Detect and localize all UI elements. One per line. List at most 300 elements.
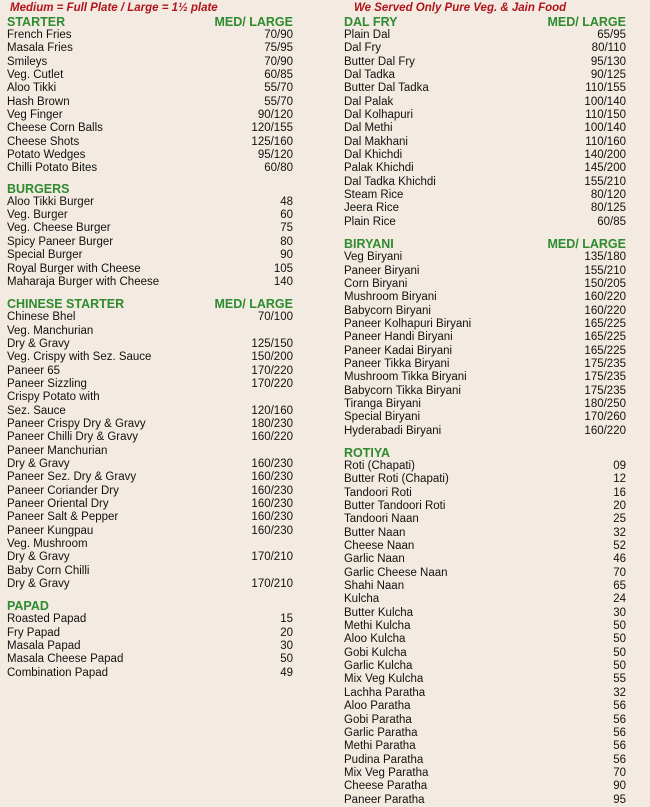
- menu-item: [344, 487, 626, 500]
- item-price: 60/85: [597, 215, 626, 228]
- item-name: Aloo Kulcha: [344, 633, 406, 646]
- item-name: Mix Veg Paratha: [344, 766, 429, 779]
- item-price: 100/140: [584, 95, 626, 108]
- item-price: 80: [280, 235, 293, 248]
- section-header: [7, 16, 293, 29]
- item-price: 95: [613, 793, 626, 806]
- section-header: [7, 183, 293, 196]
- menu-item: [7, 458, 293, 471]
- menu-item: [7, 338, 293, 351]
- item-price: 160/220: [584, 291, 626, 304]
- menu-item: [7, 525, 293, 538]
- menu-item: [344, 291, 626, 304]
- item-price: 110/155: [585, 82, 626, 95]
- item-price: 12: [613, 473, 626, 486]
- item-price: 55/70: [264, 82, 293, 95]
- item-price: 170/210: [251, 578, 293, 591]
- item-name: Maharaja Burger with Cheese: [7, 275, 160, 288]
- item-price: 70/90: [264, 55, 293, 68]
- menu-item: [344, 620, 626, 633]
- menu-item: [344, 473, 626, 486]
- item-price: 55/70: [264, 95, 293, 108]
- item-name: Veg Finger: [7, 109, 63, 122]
- item-price: 150/200: [251, 351, 293, 364]
- item-name: Paneer Salt & Pepper: [7, 511, 119, 524]
- item-price: 56: [613, 700, 626, 713]
- item-price: 160/230: [251, 484, 293, 497]
- section-header: [344, 16, 626, 29]
- item-price: 170/210: [251, 551, 293, 564]
- menu-item: [7, 42, 293, 55]
- item-name: Dry & Gravy: [7, 578, 70, 591]
- item-price: 165/225: [584, 317, 626, 330]
- item-name: Tandoori Naan: [344, 513, 419, 526]
- menu-section: [344, 238, 626, 438]
- item-price: 48: [280, 195, 293, 208]
- menu-item: [7, 418, 293, 431]
- menu-item: [7, 365, 293, 378]
- menu-item: [7, 82, 293, 95]
- item-name: Special Burger: [7, 249, 83, 262]
- item-name: Veg. Cheese Burger: [7, 222, 111, 235]
- item-price: 90/120: [257, 109, 293, 122]
- menu-column-left: [7, 16, 293, 680]
- item-name: Garlic Paratha: [344, 726, 418, 739]
- menu-item: [344, 122, 626, 135]
- menu-item: [7, 445, 293, 458]
- menu-item: [7, 149, 293, 162]
- menu-item: [344, 265, 626, 278]
- item-price: 140: [273, 275, 293, 288]
- size-header: MED/ LARGE: [547, 237, 626, 252]
- item-name: Methi Kulcha: [344, 620, 411, 633]
- item-name: Dal Kolhapuri: [344, 109, 414, 122]
- menu-item: [7, 263, 293, 276]
- item-name: Paneer Sez. Dry & Gravy: [7, 471, 137, 484]
- item-price: 70/90: [264, 29, 293, 41]
- veg-note: We Served Only Pure Veg. & Jain Food: [354, 2, 567, 14]
- menu-item: [344, 371, 626, 384]
- menu-item: [344, 29, 626, 42]
- item-price: 160/220: [584, 304, 626, 317]
- menu-item: [344, 109, 626, 122]
- menu-item: [344, 398, 626, 411]
- item-name: Corn Biryani: [344, 277, 408, 290]
- menu-item: [344, 345, 626, 358]
- item-price: 170/220: [251, 377, 293, 390]
- item-name: Butter Roti (Chapati): [344, 473, 449, 486]
- menu-item: [344, 767, 626, 780]
- item-price: 56: [613, 740, 626, 753]
- menu-item: [7, 653, 293, 666]
- item-price: 80/110: [591, 42, 626, 55]
- item-name: Paneer Crispy Dry & Gravy: [7, 417, 146, 430]
- section-spacer: [7, 591, 293, 600]
- item-price: 160/230: [251, 524, 293, 537]
- item-name: Garlic Naan: [344, 553, 405, 566]
- section-title: BURGERS: [7, 181, 70, 196]
- item-price: 15: [280, 613, 293, 626]
- item-name: Combination Papad: [7, 666, 109, 679]
- item-name: Pudina Paratha: [344, 753, 424, 766]
- item-name: French Fries: [7, 29, 72, 41]
- item-name: Hyderabadi Biryani: [344, 424, 442, 437]
- menu-item: [344, 633, 626, 646]
- item-price: 16: [613, 486, 626, 499]
- menu-item: [344, 540, 626, 553]
- item-price: 50: [613, 660, 626, 673]
- item-name: Paneer Tikka Biryani: [344, 357, 450, 370]
- item-name: Special Biryani: [344, 411, 421, 424]
- menu-item: [344, 794, 626, 807]
- item-price: 09: [613, 459, 626, 472]
- item-price: 165/225: [584, 344, 626, 357]
- item-name: Paneer Kadai Biryani: [344, 344, 453, 357]
- item-price: 165/225: [584, 331, 626, 344]
- item-price: 49: [280, 666, 293, 679]
- menu-item: [344, 202, 626, 215]
- item-price: 60/80: [264, 162, 293, 175]
- item-name: Gobi Kulcha: [344, 646, 407, 659]
- menu-item: [7, 122, 293, 135]
- menu-item: [7, 551, 293, 564]
- item-price: 80/120: [590, 189, 626, 202]
- menu-item: [344, 56, 626, 69]
- item-price: 65/95: [597, 29, 626, 41]
- menu-item: [7, 236, 293, 249]
- menu-item: [7, 162, 293, 175]
- item-name: Paneer Oriental Dry: [7, 498, 109, 510]
- menu-section: [344, 447, 626, 807]
- item-name: Kulcha: [344, 593, 380, 606]
- menu-item: [7, 276, 293, 289]
- item-price: 32: [613, 526, 626, 539]
- section-title: ROTIYA: [344, 445, 391, 460]
- item-name: Paneer Kungpau: [7, 524, 94, 537]
- item-name: Dal Makhani: [344, 135, 408, 148]
- item-name: Roasted Papad: [7, 613, 87, 626]
- menu-item: [7, 498, 293, 511]
- size-header: MED/ LARGE: [214, 15, 293, 29]
- item-name: Potato Wedges: [7, 149, 86, 162]
- item-name: Butter Tandoori Roti: [344, 500, 446, 512]
- item-price: 100/140: [584, 122, 626, 135]
- item-name: Tiranga Biryani: [344, 397, 421, 410]
- menu-item: [344, 162, 626, 175]
- section-title: PAPAD: [7, 599, 49, 614]
- menu-item: [7, 471, 293, 484]
- menu-item: [7, 565, 293, 578]
- item-price: 155/210: [584, 175, 626, 188]
- item-name: Paneer Paratha: [344, 793, 425, 806]
- item-price: 110/160: [585, 135, 626, 148]
- item-name: Babycorn Tikka Biryani: [344, 384, 461, 397]
- item-price: 60: [280, 209, 293, 222]
- item-name: Plain Dal: [344, 29, 391, 41]
- item-price: 125/160: [251, 135, 293, 148]
- item-name: Paneer Kolhapuri Biryani: [344, 317, 472, 330]
- item-name: Steam Rice: [344, 189, 404, 202]
- item-price: 160/220: [251, 431, 293, 444]
- menu-item: [7, 56, 293, 69]
- item-name: Dal Methi: [344, 122, 393, 135]
- item-price: 20: [280, 626, 293, 639]
- menu-item: [344, 607, 626, 620]
- item-price: 95/130: [590, 55, 626, 68]
- item-price: 90: [280, 249, 293, 262]
- menu-item: [344, 647, 626, 660]
- item-price: 56: [613, 713, 626, 726]
- section-title: DAL FRY: [344, 15, 398, 29]
- item-price: 150/205: [584, 277, 626, 290]
- item-name: Cheese Corn Balls: [7, 122, 103, 135]
- portion-note: Medium = Full Plate / Large = 1½ plate: [10, 2, 218, 14]
- item-price: 20: [613, 500, 626, 512]
- menu-item: [344, 96, 626, 109]
- menu-item: [344, 42, 626, 55]
- menu-item: [7, 511, 293, 524]
- item-name: Aloo Tikki: [7, 82, 57, 95]
- menu-item: [7, 378, 293, 391]
- item-name: Dry & Gravy: [7, 337, 70, 350]
- item-price: 160/230: [251, 511, 293, 524]
- item-name: Cheese Paratha: [344, 780, 428, 793]
- section-header: [7, 600, 293, 613]
- item-price: 50: [280, 653, 293, 666]
- item-name: Plain Rice: [344, 215, 396, 228]
- item-price: 175/235: [584, 357, 626, 370]
- item-name: Jeera Rice: [344, 202, 399, 215]
- menu-item: [344, 149, 626, 162]
- item-price: 110/150: [585, 109, 626, 122]
- menu-item: [344, 460, 626, 473]
- menu-item: [344, 189, 626, 202]
- menu-item: [7, 405, 293, 418]
- item-price: 80/125: [590, 202, 626, 215]
- item-price: 120/160: [251, 404, 293, 417]
- item-name: Smileys: [7, 55, 48, 68]
- item-name: Cheese Naan: [344, 540, 415, 553]
- menu-section: [7, 183, 293, 289]
- item-price: 105: [273, 262, 293, 275]
- menu-item: [344, 740, 626, 753]
- item-name: Gobi Paratha: [344, 713, 412, 726]
- item-price: 56: [613, 753, 626, 766]
- menu-item: [7, 109, 293, 122]
- item-name: Dry & Gravy: [7, 457, 70, 470]
- item-name: Cheese Shots: [7, 135, 80, 148]
- size-header: MED/ LARGE: [547, 15, 626, 29]
- menu-item: [7, 96, 293, 109]
- item-price: 160/230: [251, 457, 293, 470]
- item-name: Chinese Bhel: [7, 311, 76, 324]
- item-name: Royal Burger with Cheese: [7, 262, 141, 275]
- menu-item: [344, 136, 626, 149]
- menu-item: [344, 727, 626, 740]
- item-price: 25: [613, 513, 626, 526]
- menu-item: [344, 500, 626, 513]
- item-price: 24: [613, 593, 626, 606]
- item-name: Paneer Biryani: [344, 264, 420, 277]
- item-name: Tandoori Roti: [344, 486, 412, 499]
- menu-item: [344, 673, 626, 686]
- item-name: Butter Kulcha: [344, 606, 414, 619]
- menu-item: [344, 69, 626, 82]
- item-name: Paneer Chilli Dry & Gravy: [7, 431, 139, 444]
- menu-item: [344, 580, 626, 593]
- item-name: Roti (Chapati): [344, 459, 415, 472]
- item-name: Mushroom Tikka Biryani: [344, 371, 467, 384]
- menu-section: [7, 16, 293, 176]
- item-name: Veg. Crispy with Sez. Sauce: [7, 351, 152, 364]
- menu-item: [344, 513, 626, 526]
- item-name: Paneer Coriander Dry: [7, 484, 119, 497]
- item-name: Aloo Tikki Burger: [7, 195, 94, 208]
- menu-item: [344, 593, 626, 606]
- menu-item: [7, 209, 293, 222]
- item-price: 30: [280, 640, 293, 653]
- menu-item: [344, 305, 626, 318]
- menu-item: [7, 351, 293, 364]
- menu-item: [7, 69, 293, 82]
- menu-section: [344, 16, 626, 229]
- section-title: STARTER: [7, 15, 66, 29]
- menu-item: [344, 687, 626, 700]
- menu-item: [344, 278, 626, 291]
- menu-item: [7, 627, 293, 640]
- item-price: 160/230: [251, 471, 293, 484]
- item-price: 50: [613, 646, 626, 659]
- item-name: Aloo Paratha: [344, 700, 411, 713]
- item-price: 90: [613, 780, 626, 793]
- menu-item: [344, 176, 626, 189]
- item-price: 120/155: [251, 122, 293, 135]
- item-price: 50: [613, 633, 626, 646]
- item-name: Chilli Potato Bites: [7, 162, 98, 175]
- menu-item: [7, 325, 293, 338]
- item-name: Butter Dal Tadka: [344, 82, 429, 95]
- item-price: 160/220: [584, 424, 626, 437]
- item-name: Paneer Handi Biryani: [344, 331, 453, 344]
- item-name: Mix Veg Kulcha: [344, 673, 424, 686]
- item-name: Paneer Sizzling: [7, 377, 87, 390]
- item-name: Babycorn Biryani: [344, 304, 431, 317]
- menu-item: [344, 567, 626, 580]
- item-price: 30: [613, 606, 626, 619]
- menu-item: [344, 385, 626, 398]
- section-title: CHINESE STARTER: [7, 297, 125, 312]
- item-name: Veg. Mushroom: [7, 538, 88, 551]
- item-name: Mushroom Biryani: [344, 291, 437, 304]
- menu-item: [344, 425, 626, 438]
- menu-item: [344, 216, 626, 229]
- item-name: Garlic Kulcha: [344, 660, 413, 673]
- item-name: Veg. Manchurian: [7, 324, 94, 337]
- item-price: 70/100: [257, 311, 293, 324]
- item-name: Veg. Burger: [7, 209, 68, 222]
- item-name: Crispy Potato with: [7, 391, 100, 404]
- menu-item: [344, 82, 626, 95]
- item-name: Spicy Paneer Burger: [7, 235, 114, 248]
- menu-section: [7, 600, 293, 680]
- item-name: Paneer Manchurian: [7, 444, 108, 457]
- item-price: 70: [613, 566, 626, 579]
- section-header: [7, 298, 293, 311]
- menu-section: [7, 298, 293, 591]
- item-name: Garlic Cheese Naan: [344, 566, 448, 579]
- menu-item: [344, 553, 626, 566]
- item-price: 70: [613, 766, 626, 779]
- item-price: 180/230: [251, 417, 293, 430]
- item-name: Masala Papad: [7, 640, 81, 653]
- item-name: Dry & Gravy: [7, 551, 70, 564]
- menu-item: [7, 578, 293, 591]
- item-name: Dal Fry: [344, 42, 382, 55]
- menu-item: [344, 700, 626, 713]
- item-price: 90/125: [590, 69, 626, 82]
- item-price: 60/85: [264, 69, 293, 82]
- item-name: Shahi Naan: [344, 580, 405, 593]
- menu-item: [344, 660, 626, 673]
- item-name: Dal Tadka: [344, 69, 395, 82]
- item-price: 175/235: [584, 384, 626, 397]
- menu-item: [344, 318, 626, 331]
- menu-item: [7, 485, 293, 498]
- item-name: Butter Dal Fry: [344, 55, 415, 68]
- item-name: Masala Cheese Papad: [7, 653, 124, 666]
- item-price: 75/95: [264, 42, 293, 55]
- menu-column-right: [344, 16, 626, 807]
- item-name: Palak Khichdi: [344, 162, 414, 175]
- menu-item: [7, 29, 293, 42]
- item-price: 180/250: [584, 397, 626, 410]
- menu-item: [7, 613, 293, 626]
- section-title: BIRYANI: [344, 237, 394, 252]
- menu-item: [7, 311, 293, 324]
- item-name: Sez. Sauce: [7, 404, 66, 417]
- menu-item: [7, 391, 293, 404]
- item-name: Dal Tadka Khichdi: [344, 175, 436, 188]
- item-name: Veg Biryani: [344, 251, 403, 264]
- menu-item: [7, 136, 293, 149]
- item-name: Butter Naan: [344, 526, 406, 539]
- item-name: Dal Khichdi: [344, 149, 403, 162]
- menu-item: [7, 196, 293, 209]
- item-price: 75: [280, 222, 293, 235]
- item-price: 32: [613, 686, 626, 699]
- item-price: 175/235: [584, 371, 626, 384]
- menu-item: [7, 667, 293, 680]
- item-name: Fry Papad: [7, 626, 61, 639]
- item-name: Hash Brown: [7, 95, 70, 108]
- menu-item: [344, 251, 626, 264]
- item-price: 170/260: [584, 411, 626, 424]
- menu-item: [344, 754, 626, 767]
- item-price: 140/200: [584, 149, 626, 162]
- item-name: Paneer 65: [7, 364, 61, 377]
- item-price: 46: [613, 553, 626, 566]
- menu-item: [7, 249, 293, 262]
- size-header: MED/ LARGE: [214, 297, 293, 312]
- menu-item: [344, 358, 626, 371]
- menu-item: [7, 640, 293, 653]
- item-price: 125/150: [251, 337, 293, 350]
- menu-item: [344, 331, 626, 344]
- item-name: Veg. Cutlet: [7, 69, 64, 82]
- item-price: 155/210: [584, 264, 626, 277]
- item-price: 55: [613, 673, 626, 686]
- item-price: 50: [613, 620, 626, 633]
